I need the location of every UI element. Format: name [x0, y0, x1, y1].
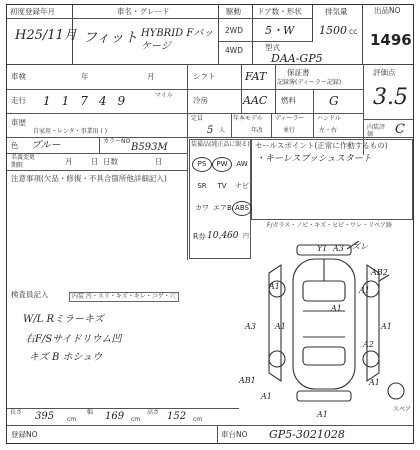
model-label: 型式 — [265, 43, 280, 52]
r-unit: 円 — [243, 233, 250, 240]
displacement-unit: cc — [349, 27, 358, 36]
inspector-note-1: W/L Rミラーキズ — [23, 314, 104, 325]
rating-value: 3.5 — [373, 85, 408, 110]
interior-rating-value: C — [395, 122, 405, 137]
sales-point-box — [251, 139, 413, 220]
color-no-value: B593M — [131, 142, 168, 153]
drive-cell — [219, 5, 253, 65]
warranty-sub: 記録簿(ディーラー記録) — [277, 79, 342, 86]
name-change-date: 日 — [91, 157, 99, 166]
width-value: 169 — [105, 411, 125, 422]
first-registration-cell — [7, 5, 77, 65]
inspector-note-3: キズ B ホシュウ — [29, 352, 103, 363]
equipment-item: TV — [217, 182, 227, 190]
damage-mark: A1 — [317, 410, 328, 419]
sales-point-title: セールスポイント(正常に作動するもの) — [255, 141, 388, 150]
drive-2wd: 2WD — [225, 26, 243, 35]
equipment-item: SR — [197, 182, 207, 190]
handle-value: 左・右 — [319, 127, 338, 134]
grade-value: HYBRID Fパッケージ — [141, 28, 214, 52]
height-label: 高さ — [147, 409, 160, 416]
notes-label: 注意事項(欠品・修復・不具合箇所他詳細記入) — [11, 174, 167, 183]
day-off-label: 日数 — [103, 157, 118, 166]
day-label: 日 — [155, 157, 163, 166]
damage-mark: A1 — [381, 322, 392, 331]
auction-sheet — [6, 4, 414, 444]
name-change-month-unit: 月 — [65, 157, 73, 166]
lot-number: 1496 — [370, 31, 412, 49]
mileage-unit: マイル — [155, 92, 173, 99]
height-unit: cm — [193, 416, 203, 423]
dealer-value: 並行 — [283, 127, 296, 134]
inspector-note-2: 右F/Sサイドリウム凹 — [25, 334, 122, 345]
first-registration-value: H25/11月 — [15, 28, 77, 43]
name-change-label: 名義変更 — [11, 154, 36, 161]
damage-mark: A2 — [363, 340, 374, 349]
interior-rating-label: 内装評価 — [367, 124, 386, 138]
inspection-month-unit: 月 — [147, 72, 155, 81]
model-cell — [253, 41, 363, 65]
damage-mark: ズレ — [352, 242, 368, 251]
color-no-label: カラーNO — [103, 138, 131, 145]
equipment-circle — [212, 157, 232, 172]
width-label: 幅 — [87, 409, 94, 416]
height-value: 152 — [167, 411, 187, 422]
chassis-label: 車台NO — [221, 430, 248, 439]
name-change-deadline: 期限 — [11, 162, 24, 169]
chassis-value: GP5-3021028 — [269, 428, 345, 441]
car-name-grade-label: 車名・グレード — [117, 7, 170, 16]
damage-mark: A1 — [261, 392, 272, 401]
doors-label: ドア数・形状 — [257, 7, 302, 16]
damage-mark: A1 — [269, 282, 280, 291]
warranty-label: 保証書 — [287, 68, 310, 77]
damage-mark: A1 — [369, 378, 380, 387]
equipment-item: エアB — [213, 204, 232, 212]
displacement-cell — [313, 5, 363, 41]
color-value: ブルー — [31, 140, 61, 151]
dealer-label: ディーラー — [275, 115, 305, 122]
equipment-item: AW — [236, 160, 248, 168]
car-name-value: フィット — [83, 30, 138, 46]
damage-mark: A3 — [333, 244, 344, 253]
equipment-item: PS — [197, 160, 207, 168]
inspection-year-unit: 年 — [81, 72, 89, 81]
capacity-label: 定員 — [191, 115, 204, 122]
width-unit: cm — [131, 416, 141, 423]
model-value: DAA-GP5 — [271, 52, 323, 65]
inspector-options: 内装 汚・スリ・キズ・キレ・コゲ・穴 — [69, 292, 179, 302]
inspector-title: 検査員記入 — [11, 290, 49, 299]
color-label: 色 — [11, 141, 19, 150]
damage-mark: AB1 — [239, 376, 256, 385]
equipment-circle — [192, 157, 212, 172]
damage-mark: A1 — [275, 322, 286, 331]
length-unit: cm — [67, 416, 77, 423]
fuel-label: 燃料 — [281, 96, 296, 105]
drive-4wd: 4WD — [225, 46, 243, 55]
damage-mark: Y1 — [317, 244, 328, 253]
registration-label: 登録NO — [11, 430, 38, 439]
history-sub: 自家用・レンタ・事業用 ( ) — [33, 128, 108, 135]
fuel-value: G — [329, 94, 339, 108]
first-registration-label: 初度登録年月 — [10, 7, 55, 16]
shift-value: FAT — [245, 70, 267, 83]
equipment-item: カワ — [195, 204, 209, 212]
spare-label: スペア — [393, 406, 412, 413]
equipment-title: 装備品(純正品に限る) — [191, 141, 250, 148]
length-value: 395 — [35, 411, 55, 422]
r-value: 10,460 — [207, 231, 239, 241]
drive-label: 駆動 — [226, 7, 241, 16]
lot-cell — [363, 5, 413, 65]
year-change-label: 年本モデル — [233, 115, 263, 122]
check-strip: F/ガラス・ノビ・キズ・ヒビ・ワレ・リペア跡 — [267, 222, 393, 229]
ac-label: 冷房 — [193, 96, 208, 105]
displacement-label: 排気量 — [325, 7, 348, 16]
ac-value: AAC — [243, 94, 268, 107]
history-label: 車歴 — [11, 118, 26, 127]
equipment-item: ABS — [235, 204, 249, 212]
handle-label: ハンドル — [317, 115, 342, 122]
equipment-item: ナビ — [235, 182, 249, 190]
displacement-value: 1500 — [319, 24, 347, 37]
doors-cell — [253, 5, 313, 41]
mileage-value: 11749 — [43, 94, 137, 108]
doors-value: 5・W — [265, 24, 295, 37]
car-name-cell — [73, 5, 219, 65]
inspection-label: 車検 — [11, 72, 26, 81]
capacity-value: 5 — [207, 125, 214, 136]
lot-label: 出品NO — [374, 6, 401, 15]
damage-mark: A1 — [331, 304, 342, 313]
rating-label: 評価点 — [373, 68, 396, 77]
r-label: R券 — [193, 232, 206, 241]
equipment-item: PW — [216, 160, 228, 168]
damage-mark: AB2 — [371, 268, 388, 277]
damage-mark: A3 — [245, 322, 256, 331]
sales-point-value: ・キーレスプッシュスタート — [256, 154, 372, 164]
year-change-sub: 年改 — [251, 127, 264, 134]
equipment-circle — [232, 201, 252, 216]
capacity-unit: 人 — [219, 127, 226, 134]
damage-mark: A1 — [359, 286, 370, 295]
shift-label: シフト — [193, 72, 216, 81]
mileage-label: 走行 — [11, 96, 26, 105]
length-label: 長さ — [10, 409, 23, 416]
